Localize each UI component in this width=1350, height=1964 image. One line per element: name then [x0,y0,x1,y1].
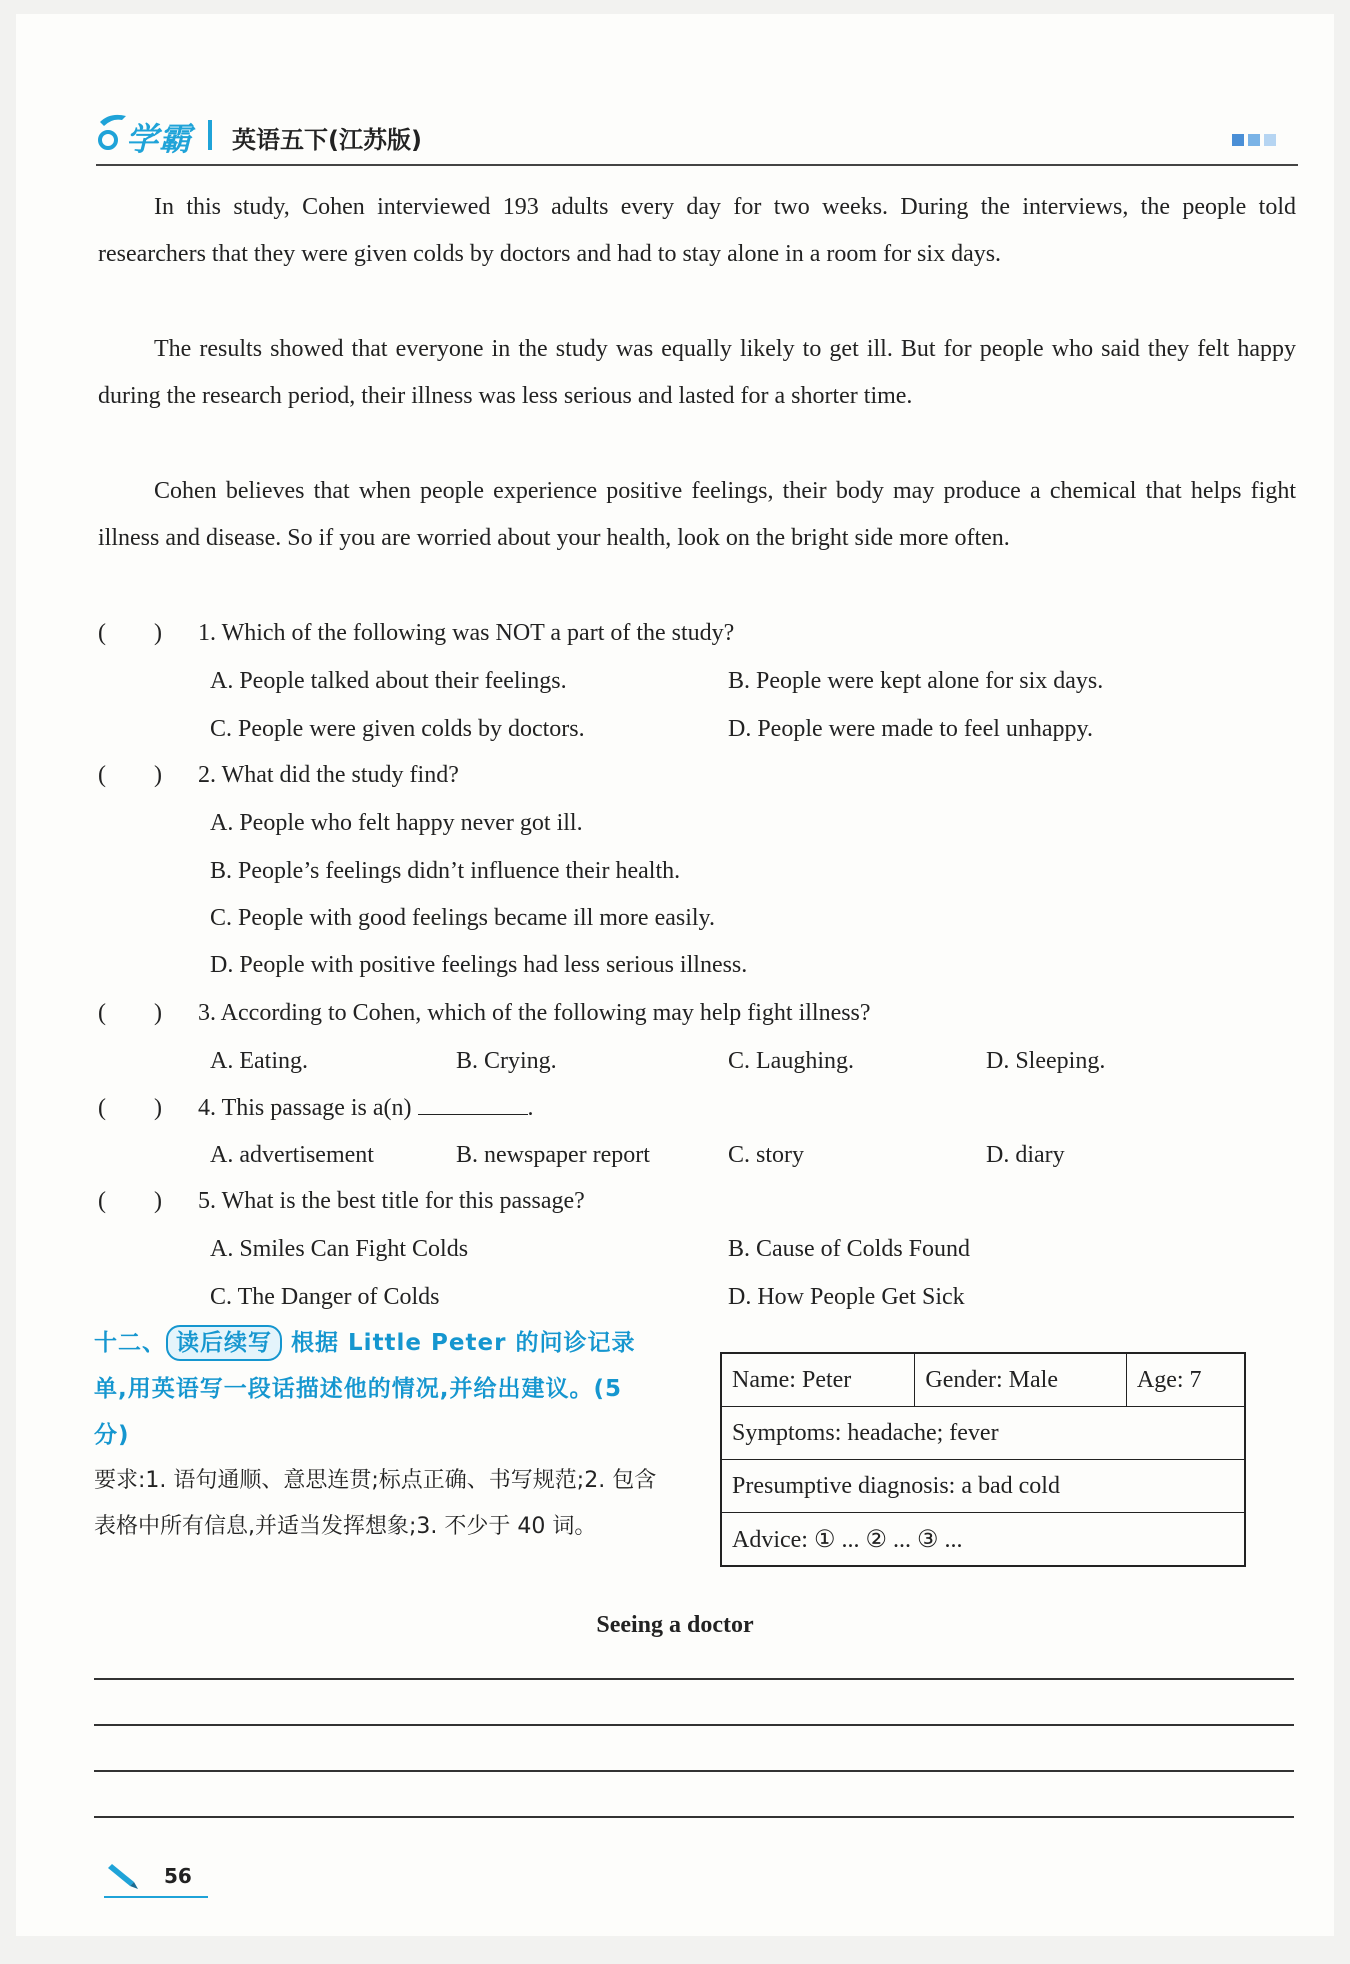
answer-bracket[interactable]: ( ) [98,1188,162,1214]
question-1 [98,618,734,648]
question-end: . [527,1095,534,1121]
question-2 [98,760,459,790]
workbook-page [16,14,1334,1936]
question-3 [98,998,871,1028]
gender-cell: Gender: Male [915,1353,1127,1407]
name-cell: Name: Peter [721,1353,915,1407]
question-text: 1. Which of the following was NOT a part of the study? [198,620,735,646]
option-d: D. People were made to feel unhappy. [728,716,1093,742]
option-b: B. newspaper report [456,1142,650,1168]
passage-paragraph: In this study, Cohen interviewed 193 adults every day for two weeks. During the interviews, the people told researchers that they were given colds by doctors and had to stay alone in a room for six days. [98,194,1296,267]
option-a: A. Smiles Can Fight Colds [210,1236,469,1262]
answer-bracket[interactable]: ( ) [98,620,162,646]
question-text: 4. This passage is a(n) [198,1095,412,1121]
option-d: D. People with positive feelings had less serious illness. [210,952,748,978]
passage-paragraph: Cohen believes that when people experience positive feelings, their body may produce a chemical that helps fight illness and disease. So if you are worried about your health, look on the bright side more often. [98,478,1296,551]
section-instruction: 根据 Little Peter 的问诊记录单,用英语写一段话描述他的情况,并给出建议。(5 分) [94,1330,636,1448]
fill-blank[interactable] [418,1092,528,1115]
option-b: B. Crying. [456,1048,557,1074]
option-a: A. People talked about their feelings. [210,668,567,694]
option-b: B. Cause of Colds Found [728,1236,971,1262]
writing-line[interactable] [94,1816,1294,1818]
diagnosis-cell: Presumptive diagnosis: a bad cold [721,1460,1245,1513]
option-b: B. People were kept alone for six days. [728,668,1104,694]
logo-text: 学霸 [126,120,193,158]
section-tag: 读后续写 [166,1325,282,1361]
option-d: D. Sleeping. [986,1048,1106,1074]
writing-line[interactable] [94,1678,1294,1680]
option-d: D. diary [986,1142,1065,1168]
answer-bracket[interactable]: ( ) [98,762,162,788]
requirements: 要求:1. 语句通顺、意思连贯;标点正确、书写规范;2. 包含表格中所有信息,并适当发挥想象;3. 不少于 40 词。 [94,1468,657,1539]
question-text: 3. According to Cohen, which of the following may help fight illness? [198,1000,871,1026]
age-cell: Age: 7 [1126,1353,1245,1407]
essay-title: Seeing a doctor [596,1612,754,1638]
option-c: C. People with good feelings became ill more easily. [210,905,715,931]
answer-bracket[interactable]: ( ) [98,1000,162,1026]
option-b: B. People’s feelings didn’t influence their health. [210,858,681,884]
option-c: C. Laughing. [728,1048,854,1074]
option-a: A. advertisement [210,1142,374,1168]
passage-paragraph: The results showed that everyone in the study was equally likely to get ill. But for people who said they felt happy during the research period, their illness was less serious and lasted for a shorter time. [98,336,1296,409]
option-c: C. People were given colds by doctors. [210,716,585,742]
pencil-icon [104,1862,140,1890]
header-decoration [1232,134,1276,146]
page-number: 56 [164,1864,192,1888]
option-c: C. The Danger of Colds [210,1284,440,1310]
logo-divider [208,120,212,150]
writing-line[interactable] [94,1770,1294,1772]
option-a: A. People who felt happy never got ill. [210,810,583,836]
question-text: 5. What is the best title for this passage? [198,1188,585,1214]
option-d: D. How People Get Sick [728,1284,965,1310]
symptoms-cell: Symptoms: headache; fever [721,1407,1245,1460]
section-12-heading [94,1320,664,1458]
book-title: 英语五下(江苏版) [232,126,422,154]
footer-rule [104,1896,208,1898]
advice-cell: Advice: ① ... ② ... ③ ... [721,1513,1245,1567]
answer-bracket[interactable]: ( ) [98,1095,162,1121]
question-text: 2. What did the study find? [198,762,459,788]
section-number: 十二、 [94,1330,166,1356]
header-rule [96,164,1298,166]
writing-line[interactable] [94,1724,1294,1726]
question-5 [98,1186,585,1216]
question-4 [98,1092,534,1123]
page-header [96,110,1296,166]
option-c: C. story [728,1142,805,1168]
option-a: A. Eating. [210,1048,308,1074]
record-table [720,1352,1246,1567]
